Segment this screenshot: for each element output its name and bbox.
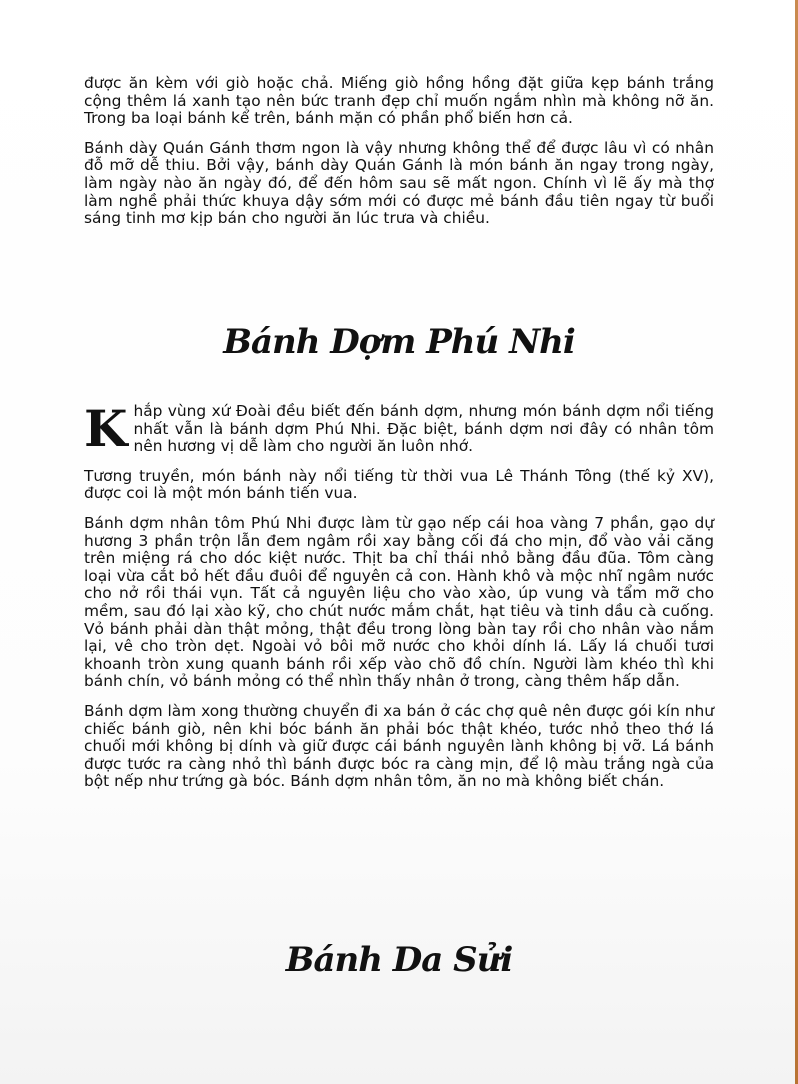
- paragraph: Bánh dày Quán Gánh thơm ngon là vậy nhưng không thể để được lâu vì có nhân đỗ mỡ dễ thiu. Bởi vậy, bánh dày Quán Gánh là món bánh ăn ngay trong ngày, làm ngày nào ăn ngày đó, để đến hôm sau sẽ mất ngon. Chính vì lẽ ấy mà thợ làm nghề phải thức khuya dậy sớm mới có được mẻ bánh đầu tiên ngay từ buổi sáng tinh mơ kịp bán cho người ăn lúc trưa và chiều.: [84, 138, 714, 228]
- intro-text: hắp vùng xứ Đoài đều biết đến bánh dợm, nhưng món bánh dợm nổi tiếng nhất vẫn là bánh dợm Phú Nhi. Đặc biệt, bánh dợm nơi đây có nhân tôm nên hương vị dễ làm cho người ăn luôn nhớ.: [133, 402, 714, 456]
- paragraph: Tương truyền, món bánh này nổi tiếng từ thời vua Lê Thánh Tông (thế kỷ XV), được coi là một món bánh tiến vua.: [84, 466, 714, 503]
- section-banh-day-continued: [84, 75, 714, 240]
- paragraph: Bánh dợm nhân tôm Phú Nhi được làm từ gạo nếp cái hoa vàng 7 phần, gạo dự hương 3 phần trộn lẫn đem ngâm rồi xay bằng cối đá cho mịn, đổ vào vải căng trên miệng rá cho dóc kiệt nước. Thịt ba chỉ thái nhỏ bằng đầu đũa. Tôm càng loại vừa cắt bỏ hết đầu đuôi để nguyên cả con. Hành khô và mộc nhĩ ngâm nước cho nở rồi thái vụn. Tất cả nguyên liệu cho vào xào, úp vung và tẩm mỡ cho mềm, sau đó lại xào kỹ, cho chút nước mắm chắt, hạt tiêu và tinh dầu cà cuống. Vỏ bánh phải dàn thật mỏng, thật đều trong lòng bàn tay rồi cho nhân vào nắm lại, vê cho tròn dẹt. Ngoài vỏ bôi mỡ nước cho khỏi dính lá. Lấy lá chuối tươi khoanh tròn xung quanh bánh rồi xếp vào chõ đồ chín. Người làm khéo thì khi bánh chín, vỏ bánh mỏng có thể nhìn thấy nhân ở trong, càng thêm hấp dẫn.: [84, 513, 714, 691]
- section-title-banh-da-sui: Bánh Da Sửi: [285, 940, 513, 980]
- intro-paragraph: [84, 399, 714, 458]
- paragraph: Bánh dợm làm xong thường chuyển đi xa bán ở các chợ quê nên được gói kín như chiếc bánh giò, nên khi bóc bánh ăn phải bóc thật khéo, tước nhỏ theo thớ lá chuối mới không bị dính và giữ được cái bánh nguyên lành không bị vỡ. Lá bánh được tước ra càng nhỏ thì bánh được bóc ra càng mịn, để lộ màu trắng ngà của bột nếp như trứng gà bóc. Bánh dợm nhân tôm, ăn no mà không biết chán.: [84, 701, 714, 791]
- section-title-banh-dom: Bánh Dợm Phú Nhi: [223, 322, 575, 362]
- section-banh-dom: [84, 399, 714, 803]
- drop-cap: K: [84, 399, 128, 458]
- paragraph: được ăn kèm với giò hoặc chả. Miếng giò hồng hồng đặt giữa kẹp bánh trắng cộng thêm lá xanh tạo nên bức tranh đẹp chỉ muốn ngắm nhìn mà không nỡ ăn. Trong ba loại bánh kể trên, bánh mặn có phần phổ biến hơn cả.: [84, 74, 714, 128]
